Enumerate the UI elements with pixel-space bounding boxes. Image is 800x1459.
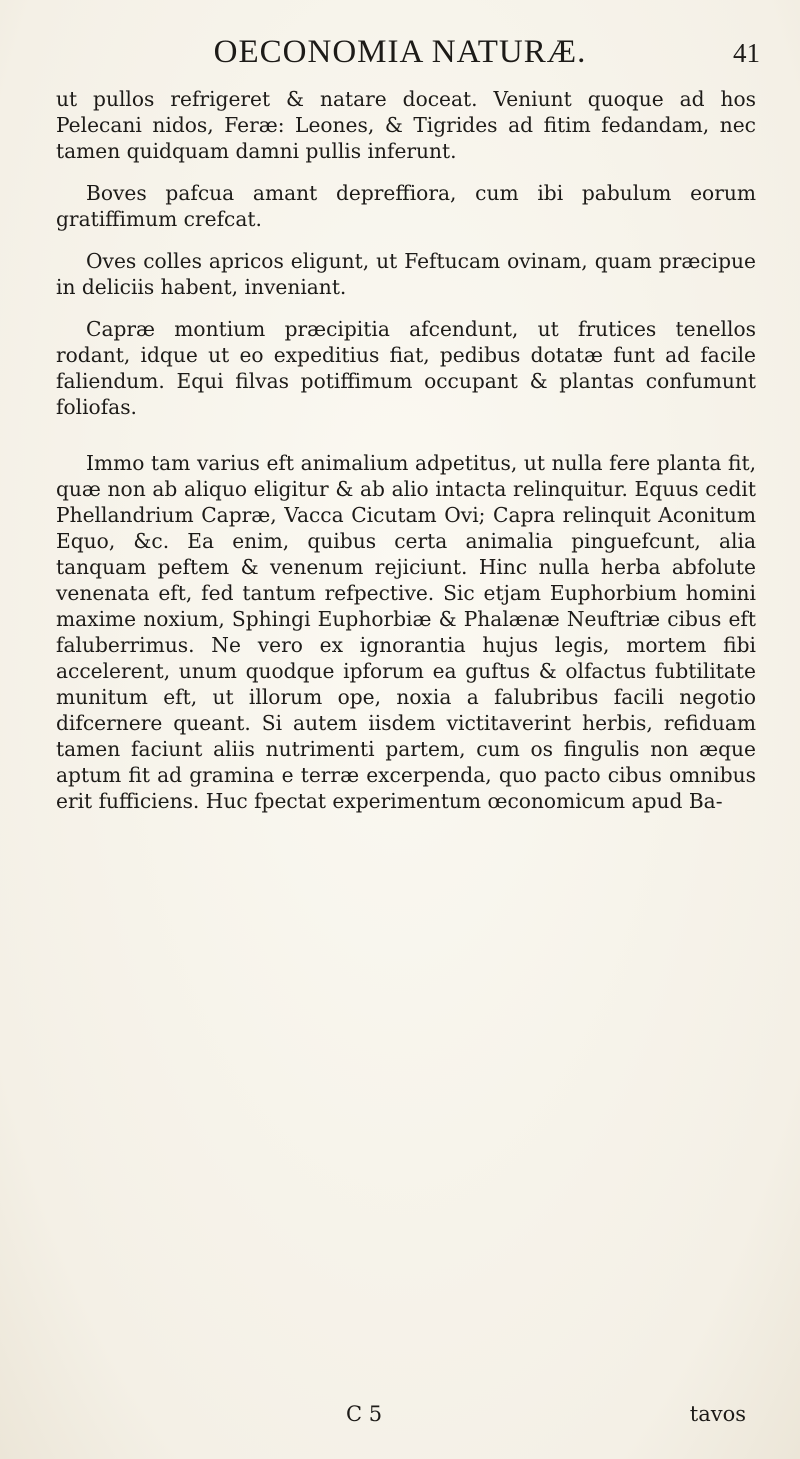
signature-mark: C 5 [346,1402,383,1426]
paragraph-pelecani: ut pullos refrigeret & natare doceat. Veniunt quoque ad hos Pelecani nidos, Feræ: Leones, & Tigrides ad fitim fedandam, nec tamen quidquam damni pullis inferunt. [56,87,756,163]
paragraph-oves: Oves colles apricos eligunt, ut Feftucam ovinam, quam præcipue in deliciis habent, inveniant. [56,249,756,299]
body-text [56,86,756,814]
page-title: OECONOMIA NATURÆ. [213,34,587,70]
catchword: tavos [689,1402,746,1426]
paragraph-adpetitus: Immo tam varius eft animalium adpetitus, ut nulla fere planta fit, quæ non ab aliquo eligitur & ab alio intacta relinquitur. Equus cedit Phellandrium Capræ, Vacca Cicutam Ovi; Capra relinquit Aconitum Equo, &c. Ea enim, quibus certa animalia pinguefcunt, alia tanquam peftem & venenum rejiciunt. Hinc nulla herba abfolute venenata eft, fed tantum refpective. Sic etjam Euphorbium homini maxime noxium, Sphingi Euphorbiæ & Phalænæ Neuftriæ cibus eft faluberrimus. Ne vero ex ignorantia hujus legis, mortem fibi accelerent, unum quodque ipforum ea guftus & olfactus fubtilitate munitum eft, ut illorum ope, noxia a falubribus facili negotio difcernere queant. Si autem iisdem victitaverint herbis, refiduam tamen faciunt aliis nutrimenti partem, cum os fingulis non æque aptum fit ad gramina e terræ excerpenda, quo pacto cibus omnibus erit fufficiens. Huc fpectat experimentum œconomicum apud Ba- [56,451,756,813]
running-head [0,22,800,72]
paragraph-boves: Boves pafcua amant depreffiora, cum ibi pabulum eorum gratiffimum crefcat. [56,181,756,231]
page-footer [56,1402,756,1432]
paragraph-caprae: Capræ montium præcipitia afcendunt, ut frutices tenellos rodant, idque ut eo expeditius fiat, pedibus dotatæ funt ad facile faliendum. Equi filvas potiffimum occupant & plantas confumunt foliofas. [56,317,756,419]
page-number: 41 [733,38,760,68]
